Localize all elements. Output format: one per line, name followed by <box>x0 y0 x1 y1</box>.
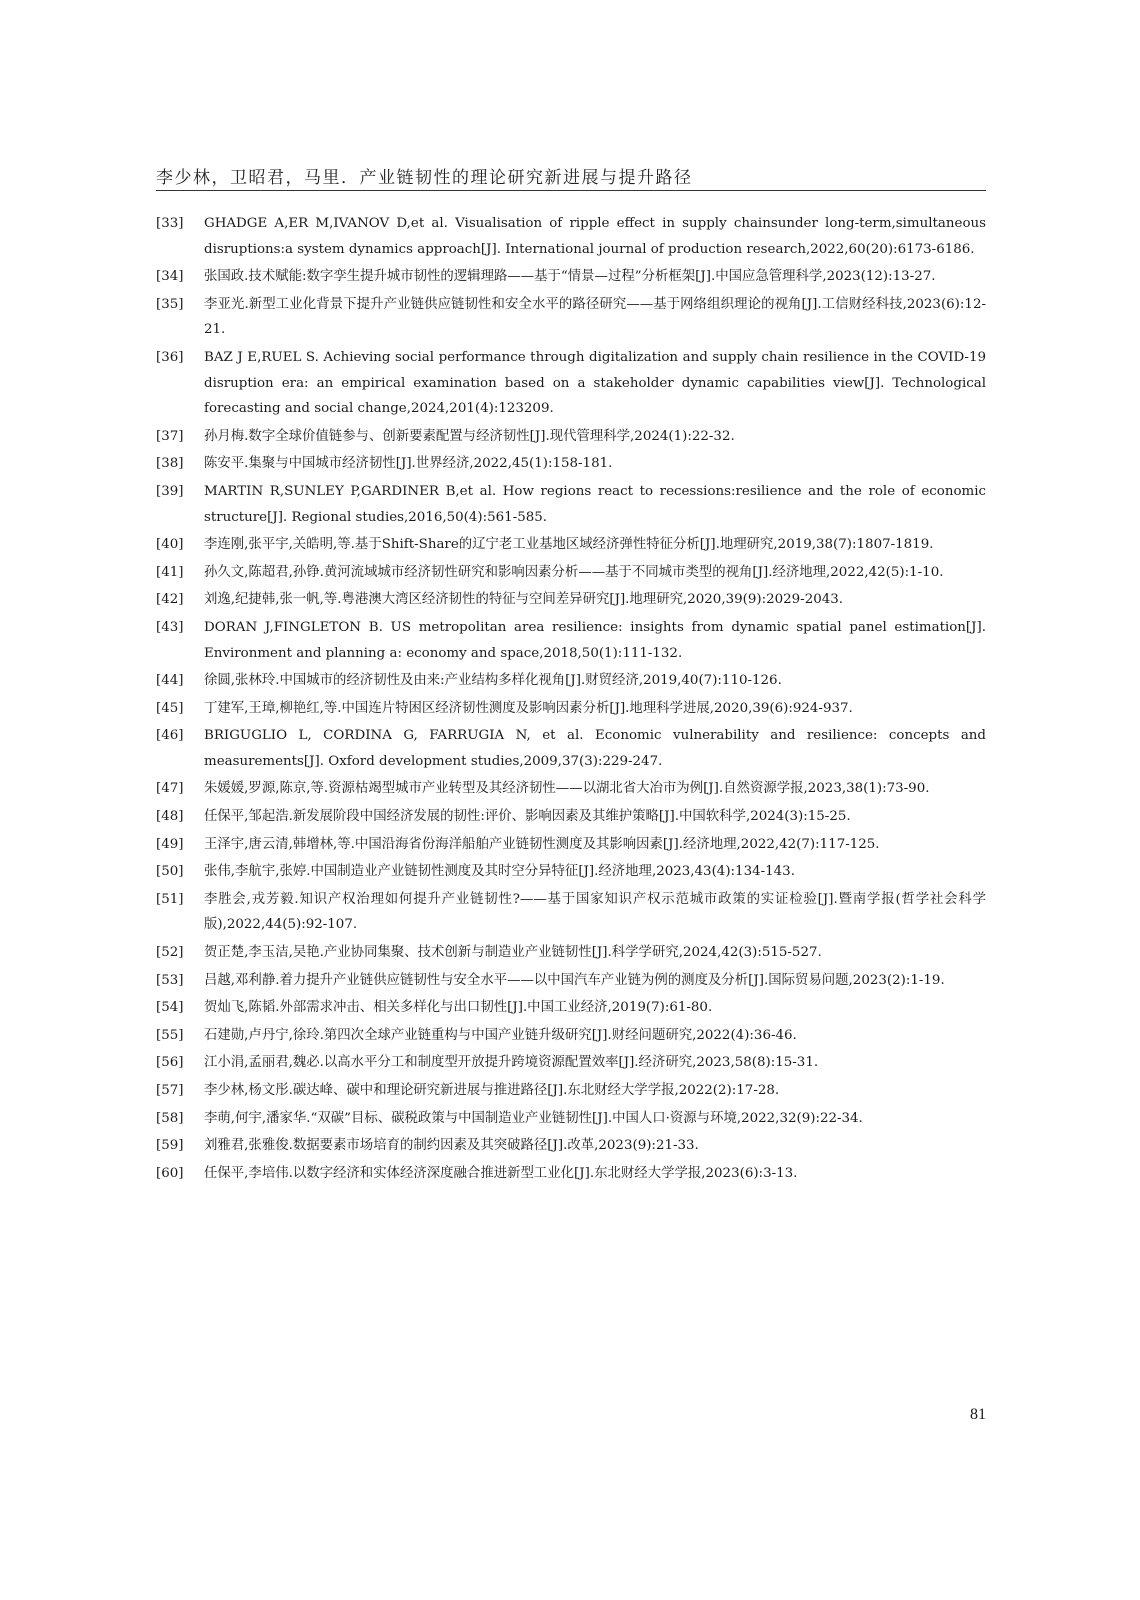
reference-number: [39] <box>156 483 184 499</box>
reference-number: [42] <box>156 592 184 608</box>
reference-text: BRIGUGLIO L, CORDINA G, FARRUGIA N, et al. Economic vulnerability and resilience: concepts and measurements[J]. Oxford development studies,2009,37(3):229-247. <box>204 728 986 769</box>
reference-item <box>156 211 986 262</box>
reference-item <box>156 424 986 450</box>
reference-number: [56] <box>156 1055 184 1071</box>
reference-item <box>156 1161 986 1187</box>
reference-number: [49] <box>156 836 184 852</box>
reference-number: [52] <box>156 945 184 961</box>
reference-text: 孙久文,陈超君,孙铮.黄河流域城市经济韧性研究和影响因素分析——基于不同城市类型的视角[J].经济地理,2022,42(5):1-10. <box>204 564 944 580</box>
reference-text: 孙月梅.数字全球价值链参与、创新要素配置与经济韧性[J].现代管理科学,2024(1):22-32. <box>204 428 735 444</box>
reference-item <box>156 859 986 885</box>
reference-text: 吕越,邓利静.着力提升产业链供应链韧性与安全水平——以中国汽车产业链为例的测度及分析[J].国际贸易问题,2023(2):1-19. <box>204 972 945 988</box>
reference-text: 李亚光.新型工业化背景下提升产业链供应链韧性和安全水平的路径研究——基于网络组织理论的视角[J].工信财经科技,2023(6):12-21. <box>204 296 986 338</box>
header-rule <box>156 190 986 191</box>
reference-text: 江小涓,孟丽君,魏必.以高水平分工和制度型开放提升跨境资源配置效率[J].经济研究,2023,58(8):15-31. <box>204 1055 819 1071</box>
reference-item <box>156 887 986 938</box>
reference-number: [40] <box>156 537 184 553</box>
reference-item <box>156 1050 986 1076</box>
reference-item <box>156 615 986 666</box>
reference-number: [35] <box>156 296 184 312</box>
reference-number: [54] <box>156 1000 184 1016</box>
reference-number: [53] <box>156 972 184 988</box>
reference-number: [57] <box>156 1083 184 1098</box>
reference-number: [37] <box>156 428 184 444</box>
reference-number: [43] <box>156 619 184 635</box>
reference-number: [36] <box>156 349 184 365</box>
reference-item <box>156 776 986 802</box>
reference-text: 陈安平.集聚与中国城市经济韧性[J].世界经济,2022,45(1):158-181. <box>204 456 613 472</box>
reference-text: 丁建军,王璋,柳艳红,等.中国连片特困区经济韧性测度及影响因素分析[J].地理科学进展,2020,39(6):924-937. <box>204 700 853 716</box>
reference-text: 任保平,李培伟.以数字经济和实体经济深度融合推进新型工业化[J].东北财经大学学报,2023(6):3-13. <box>204 1165 798 1181</box>
reference-item <box>156 345 986 422</box>
reference-item <box>156 940 986 966</box>
reference-number: [59] <box>156 1138 184 1154</box>
reference-item <box>156 560 986 586</box>
running-header: 李少林，卫昭君，马里．产业链韧性的理论研究新进展与提升路径 <box>156 168 693 188</box>
reference-text: GHADGE A,ER M,IVANOV D,et al. Visualisation of ripple effect in supply chainsunder long-term,simultaneous disruptions:a system dynamics approach[J]. International journal of production research,2022,60(20):6173-6186. <box>204 216 986 257</box>
reference-text: 张伟,李航宇,张婷.中国制造业产业链韧性测度及其时空分异特征[J].经济地理,2023,43(4):134-143. <box>204 864 795 880</box>
reference-text: 刘雅君,张雅俊.数据要素市场培育的制约因素及其突破路径[J].改革,2023(9):21-33. <box>204 1138 699 1154</box>
reference-item <box>156 1106 986 1132</box>
reference-number: [46] <box>156 728 184 744</box>
reference-text: 石建勋,卢丹宁,徐玲.第四次全球产业链重构与中国产业链升级研究[J].财经问题研究,2022(4):36-46. <box>204 1027 797 1043</box>
reference-number: [33] <box>156 216 184 231</box>
reference-number: [44] <box>156 673 184 689</box>
reference-number: [50] <box>156 864 184 880</box>
reference-number: [58] <box>156 1110 184 1126</box>
reference-number: [45] <box>156 700 184 716</box>
reference-text: BAZ J E,RUEL S. Achieving social performance through digitalization and supply chain resilience in the COVID-19 disruption era: an empirical examination based on a stakeholder dynamic capabilities view[J]. Technological forecasting and social change,2024,201(4):123209. <box>204 349 986 417</box>
reference-text: MARTIN R,SUNLEY P,GARDINER B,et al. How regions react to recessions:resilience and the role of economic structure[J]. Regional studies,2016,50(4):561-585. <box>204 483 986 525</box>
reference-item <box>156 696 986 722</box>
reference-text: 朱媛媛,罗源,陈京,等.资源枯竭型城市产业转型及其经济韧性——以湖北省大冶市为例[J].自然资源学报,2023,38(1):73-90. <box>204 781 930 797</box>
reference-text: 李萌,何宇,潘家华.“双碳”目标、碳税政策与中国制造业产业链韧性[J].中国人口·资源与环境,2022,32(9):22-34. <box>204 1110 863 1126</box>
reference-item <box>156 995 986 1021</box>
reference-text: 李胜会,戎芳毅.知识产权治理如何提升产业链韧性?——基于国家知识产权示范城市政策的实证检验[J].暨南学报(哲学社会科学版),2022,44(5):92-107. <box>204 891 986 933</box>
reference-text: 李少林,杨文彤.碳达峰、碳中和理论研究新进展与推进路径[J].东北财经大学学报,2022(2):17-28. <box>204 1083 780 1098</box>
reference-item <box>156 451 986 477</box>
reference-text: 王泽宇,唐云清,韩增林,等.中国沿海省份海洋船舶产业链韧性测度及其影响因素[J].经济地理,2022,42(7):117-125. <box>204 836 880 852</box>
reference-item <box>156 1133 986 1159</box>
reference-text: 贺正楚,李玉洁,吴艳.产业协同集聚、技术创新与制造业产业链韧性[J].科学学研究,2024,42(3):515-527. <box>204 945 822 961</box>
reference-item <box>156 587 986 613</box>
reference-text: 刘逸,纪捷韩,张一帆,等.粤港澳大湾区经济韧性的特征与空间差异研究[J].地理研究,2020,39(9):2029-2043. <box>204 592 844 608</box>
reference-item <box>156 292 986 343</box>
reference-text: 张国政.技术赋能:数字孪生提升城市韧性的逻辑理路——基于“情景—过程”分析框架[J].中国应急管理科学,2023(12):13-27. <box>204 269 936 285</box>
reference-text: DORAN J,FINGLETON B. US metropolitan area resilience: insights from dynamic spatial panel estimation[J]. Environment and planning a: economy and space,2018,50(1):111-132. <box>204 619 986 661</box>
reference-item <box>156 668 986 694</box>
reference-item <box>156 804 986 830</box>
page-number: 81 <box>970 1406 986 1423</box>
reference-text: 任保平,邹起浩.新发展阶段中国经济发展的韧性:评价、影响因素及其维护策略[J].中国软科学,2024(3):15-25. <box>204 809 851 825</box>
reference-item <box>156 1023 986 1049</box>
reference-number: [60] <box>156 1165 184 1181</box>
reference-item <box>156 264 986 290</box>
reference-item <box>156 479 986 530</box>
reference-number: [47] <box>156 781 184 797</box>
reference-item <box>156 832 986 858</box>
reference-list <box>156 211 986 1188</box>
reference-item <box>156 723 986 774</box>
reference-number: [51] <box>156 891 184 907</box>
reference-text: 贺灿飞,陈韬.外部需求冲击、相关多样化与出口韧性[J].中国工业经济,2019(7):61-80. <box>204 1000 713 1016</box>
reference-number: [55] <box>156 1027 184 1043</box>
reference-text: 李连刚,张平宇,关皓明,等.基于Shift-Share的辽宁老工业基地区域经济弹性特征分析[J].地理研究,2019,38(7):1807-1819. <box>204 537 934 553</box>
reference-number: [48] <box>156 809 184 825</box>
reference-number: [38] <box>156 456 184 472</box>
reference-number: [34] <box>156 269 184 285</box>
reference-item <box>156 968 986 994</box>
reference-text: 徐圆,张林玲.中国城市的经济韧性及由来:产业结构多样化视角[J].财贸经济,2019,40(7):110-126. <box>204 673 782 689</box>
reference-item <box>156 1078 986 1104</box>
reference-number: [41] <box>156 564 184 580</box>
reference-item <box>156 532 986 558</box>
